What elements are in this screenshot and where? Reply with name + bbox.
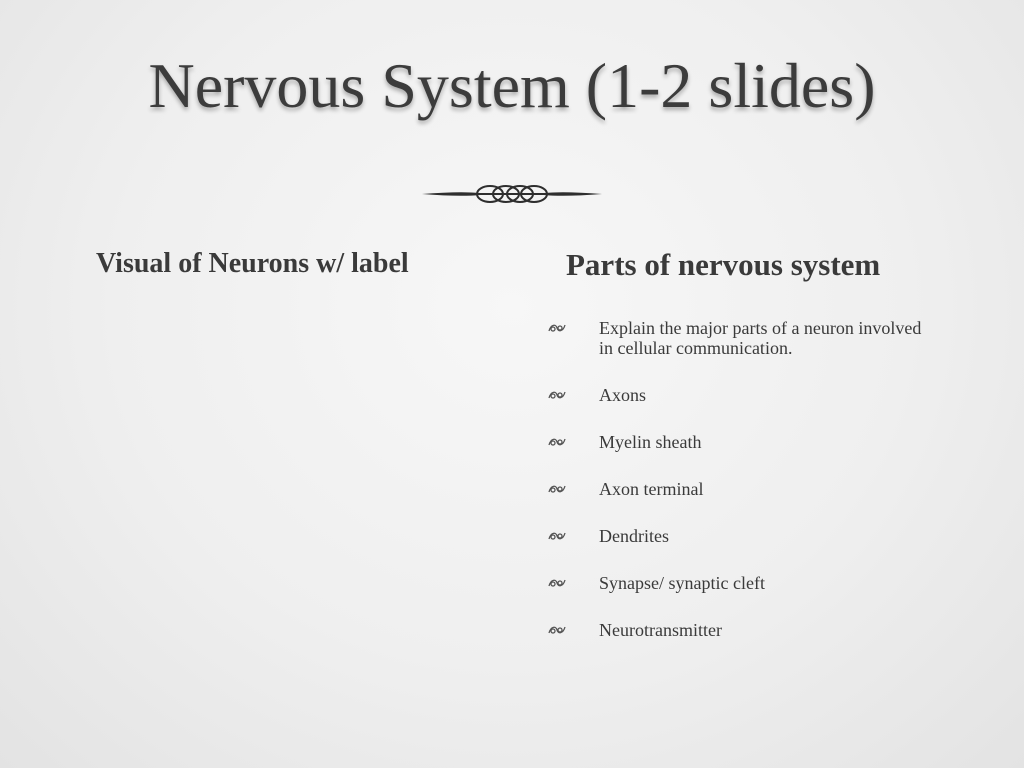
list-item — [548, 385, 928, 405]
ornamental-swirl-icon — [548, 436, 566, 448]
ornamental-swirl-icon — [548, 322, 566, 334]
bullet-text: Axon terminal — [599, 479, 704, 499]
bullet-text: Neurotransmitter — [599, 620, 722, 640]
ornamental-swirl-icon — [548, 389, 566, 401]
list-item — [548, 620, 928, 640]
ornamental-flourish-icon — [420, 180, 604, 208]
list-item — [548, 526, 928, 546]
right-column-heading: Parts of nervous system — [566, 247, 881, 282]
ornamental-swirl-icon — [548, 483, 566, 495]
left-column-heading: Visual of Neurons w/ label — [96, 248, 409, 279]
list-item — [548, 479, 928, 499]
bullet-text: Axons — [599, 385, 647, 405]
bullet-list — [548, 318, 928, 667]
ornamental-swirl-icon — [548, 530, 566, 542]
bullet-text: Dendrites — [599, 526, 669, 546]
list-item — [548, 318, 928, 358]
list-item — [548, 573, 928, 593]
ornamental-swirl-icon — [548, 577, 566, 589]
bullet-text: Explain the major parts of a neuron involved in cellular communication. — [599, 318, 922, 358]
bullet-text: Myelin sheath — [599, 432, 702, 452]
list-item — [548, 432, 928, 452]
slide-title: Nervous System (1-2 slides) — [148, 50, 876, 121]
bullet-text: Synapse/ synaptic cleft — [599, 573, 765, 593]
ornamental-swirl-icon — [548, 624, 566, 636]
